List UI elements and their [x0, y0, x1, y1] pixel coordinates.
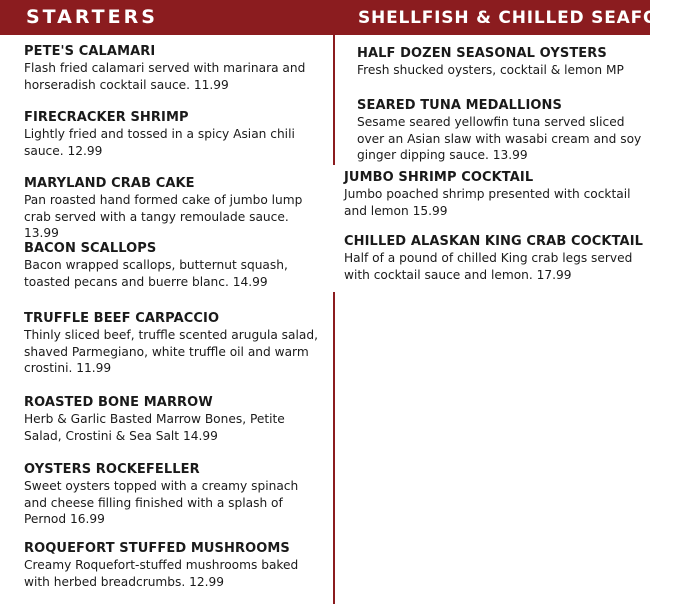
menu-item — [357, 46, 647, 79]
menu-item — [24, 395, 324, 444]
column-divider-bottom — [333, 292, 335, 604]
menu-item-description: Sweet oysters topped with a creamy spinach and cheese filling finished with a splash of Pernod 16.99 — [24, 479, 299, 526]
menu-item-name: PETE'S CALAMARI — [24, 44, 156, 59]
header-bar — [0, 0, 688, 35]
starters-heading: STARTERS — [26, 6, 158, 28]
menu-item-description: Thinly sliced beef, truffle scented arugula salad, shaved Parmegiano, white truffle oil and warm crostini. 11.99 — [24, 328, 318, 375]
menu-item-description: Lightly fried and tossed in a spicy Asian chili sauce. 12.99 — [24, 127, 295, 158]
menu-item-name: ROASTED BONE MARROW — [24, 395, 213, 410]
menu-item — [24, 110, 324, 159]
menu-item-description: Sesame seared yellowfin tuna served sliced over an Asian slaw with wasabi cream and soy ginger dipping sauce. 13.99 — [357, 115, 642, 162]
menu-item-description: Creamy Roquefort-stuffed mushrooms baked with herbed breadcrumbs. 12.99 — [24, 558, 299, 589]
menu-item-description: Bacon wrapped scallops, butternut squash, toasted pecans and buerre blanc. 14.99 — [24, 258, 288, 289]
menu-item — [24, 541, 324, 590]
menu-item-name: TRUFFLE BEEF CARPACCIO — [24, 311, 220, 326]
menu-item-name: MARYLAND CRAB CAKE — [24, 176, 195, 191]
menu-item — [344, 234, 644, 283]
menu-item — [24, 311, 324, 377]
shellfish-heading: SHELLFISH & CHILLED SEAFOOD — [358, 8, 688, 28]
menu-item-name: JUMBO SHRIMP COCKTAIL — [344, 170, 534, 185]
menu-item-name: OYSTERS ROCKEFELLER — [24, 462, 200, 477]
menu-item-description: Flash fried calamari served with marinara and horseradish cocktail sauce. 11.99 — [24, 61, 306, 92]
menu-item — [344, 170, 634, 219]
menu-item-name: ROQUEFORT STUFFED MUSHROOMS — [24, 541, 290, 556]
menu-item — [24, 462, 324, 528]
menu-item-description: Jumbo poached shrimp presented with cocktail and lemon 15.99 — [344, 187, 631, 218]
menu-item — [357, 98, 647, 164]
menu-item-name: BACON SCALLOPS — [24, 241, 157, 256]
menu-item-description: Herb & Garlic Basted Marrow Bones, Petite Salad, Crostini & Sea Salt 14.99 — [24, 412, 285, 443]
menu-item-description: Pan roasted hand formed cake of jumbo lump crab served with a tangy remoulade sauce. 13.99 — [24, 193, 303, 240]
menu-item-name: CHILLED ALASKAN KING CRAB COCKTAIL — [344, 234, 644, 249]
menu-item-description: Half of a pound of chilled King crab legs served with cocktail sauce and lemon. 17.99 — [344, 251, 633, 282]
column-divider-top — [333, 35, 335, 165]
menu-item — [24, 241, 324, 290]
menu-item-name: SEARED TUNA MEDALLIONS — [357, 98, 562, 113]
menu-item-name: HALF DOZEN SEASONAL OYSTERS — [357, 46, 607, 61]
menu-item-name: FIRECRACKER SHRIMP — [24, 110, 189, 125]
menu-item — [24, 44, 324, 93]
menu-item-description: Fresh shucked oysters, cocktail & lemon MP — [357, 63, 624, 77]
menu-item — [24, 176, 324, 242]
